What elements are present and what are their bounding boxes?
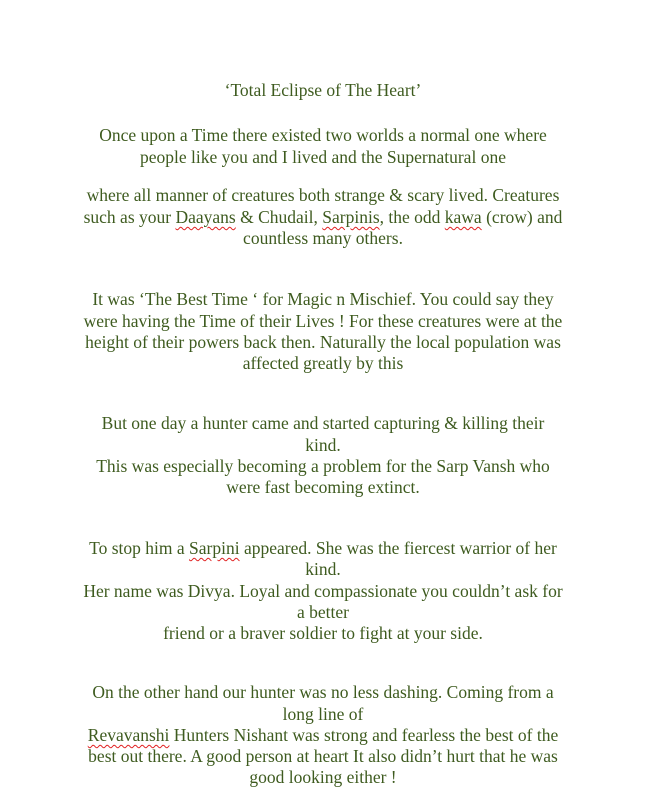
paragraph-6-line-3 xyxy=(0,724,646,746)
paragraph-3-line-2: were having the Time of their Lives ! For these creatures were at the xyxy=(83,311,563,331)
paragraph-4-line-2: kind. xyxy=(305,435,341,455)
paragraph-2-line-2 xyxy=(0,206,646,228)
misspelled-word: Revavanshi xyxy=(87,725,170,745)
text-run: , the odd xyxy=(379,207,445,227)
paragraph-4-line-4: were fast becoming extinct. xyxy=(226,477,420,497)
paragraph-3-line-3: height of their powers back then. Naturally the local population was xyxy=(85,332,561,352)
misspelled-word: Daayans xyxy=(175,207,236,227)
paragraph-5-line-4: a better xyxy=(297,602,349,622)
text-run: appeared. She was the fiercest warrior of her xyxy=(239,538,557,558)
paragraph-6-line-4: best out there. A good person at heart It also didn’t hurt that he was xyxy=(88,746,558,766)
text-run: Hunters Nishant was strong and fearless the best of the xyxy=(169,725,559,745)
misspelled-word: Sarpinis xyxy=(322,207,380,227)
paragraph-1-line-2: people like you and I lived and the Supernatural one xyxy=(140,147,506,167)
paragraph-5-line-3: Her name was Divya. Loyal and compassionate you couldn’t ask for xyxy=(83,581,563,601)
paragraph-4-line-3: This was especially becoming a problem for the Sarp Vansh who xyxy=(96,456,550,476)
paragraph-2-line-3: countless many others. xyxy=(243,228,403,248)
paragraph-4-line-1: But one day a hunter came and started capturing & killing their xyxy=(101,413,545,433)
text-run: (crow) and xyxy=(481,207,563,227)
paragraph-6-line-2: long line of xyxy=(282,704,364,724)
paragraph-6-line-1: On the other hand our hunter was no less dashing. Coming from a xyxy=(92,682,554,702)
misspelled-word: kawa xyxy=(444,207,482,227)
text-run: such as your xyxy=(83,207,176,227)
document-title: ‘Total Eclipse of The Heart’ xyxy=(224,80,422,100)
misspelled-word: Sarpini xyxy=(189,538,240,558)
paragraph-1-line-1: Once upon a Time there existed two worlds a normal one where xyxy=(99,125,547,145)
paragraph-5-line-1 xyxy=(0,537,646,559)
paragraph-5-line-2: kind. xyxy=(305,559,341,579)
paragraph-6-line-5: good looking either ! xyxy=(249,767,397,787)
paragraph-3-line-4: affected greatly by this xyxy=(242,353,404,373)
paragraph-2-line-1: where all manner of creatures both strange & scary lived. Creatures xyxy=(86,185,560,205)
paragraph-5-line-5: friend or a braver soldier to fight at your side. xyxy=(163,623,483,643)
paragraph-3-line-1: It was ‘The Best Time ‘ for Magic n Mischief. You could say they xyxy=(92,289,554,309)
text-run: To stop him a xyxy=(89,538,190,558)
text-run: & Chudail, xyxy=(235,207,323,227)
